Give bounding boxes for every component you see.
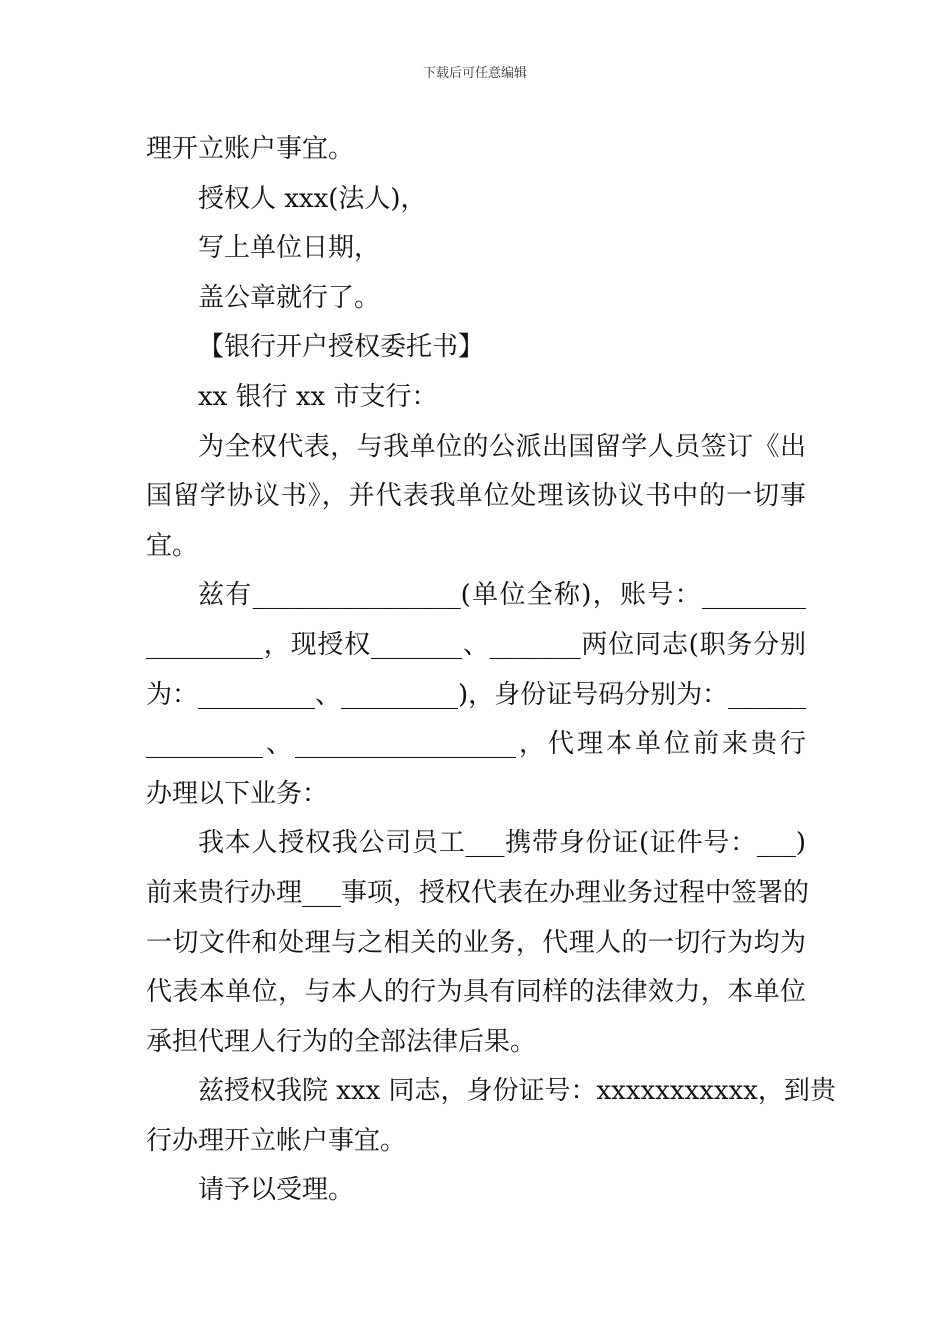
paragraph-line: 行办理开立帐户事宜。: [146, 1125, 407, 1156]
document-body: [146, 125, 836, 1216]
paragraph-line: 代表本单位，与本人的行为具有同样的法律效力，本单位: [146, 977, 806, 1008]
paragraph-line: 兹有________________(单位全称)，账号：________: [198, 580, 806, 611]
paragraph-line: 为全权代表，与我单位的公派出国留学人员签订《出: [198, 431, 806, 462]
paragraph-line: 写上单位日期，: [198, 233, 381, 264]
paragraph-line: 承担代理人行为的全部法律后果。: [146, 1026, 537, 1057]
paragraph-line: _________、_________________，代理本单位前来贵行: [146, 729, 806, 760]
paragraph-line: 为：_________、_________)，身份证号码分别为：______: [146, 679, 807, 710]
paragraph-line: 前来贵行办理___事项，授权代表在办理业务过程中签署的: [146, 877, 810, 908]
paragraph-line: 兹授权我院 xxx 同志，身份证号：xxxxxxxxxxx，到贵: [198, 1076, 836, 1107]
paragraph-line: 授权人 xxx(法人)，: [198, 183, 427, 214]
paragraph-line: xx 银行 xx 市支行：: [198, 381, 438, 412]
page-header: 下载后可任意编辑: [422, 66, 527, 81]
paragraph-line: 我本人授权我公司员工___携带身份证(证件号：___): [198, 828, 806, 859]
paragraph-line: 宜。: [146, 530, 199, 561]
paragraph-line: 理开立账户事宜。: [146, 134, 355, 164]
paragraph-line: _________，现授权_______、_______两位同志(职务分别: [146, 629, 806, 660]
paragraph-line: 国留学协议书》，并代表我单位处理该协议书中的一切事: [146, 481, 806, 512]
paragraph-line: 一切文件和处理与之相关的业务，代理人的一切行为均为: [146, 927, 806, 958]
section-heading: 【银行开户授权委托书】: [198, 332, 485, 363]
paragraph-line: 请予以受理。: [198, 1175, 355, 1206]
paragraph-line: 办理以下业务：: [146, 778, 329, 809]
paragraph-line: 盖公章就行了。: [198, 282, 381, 313]
